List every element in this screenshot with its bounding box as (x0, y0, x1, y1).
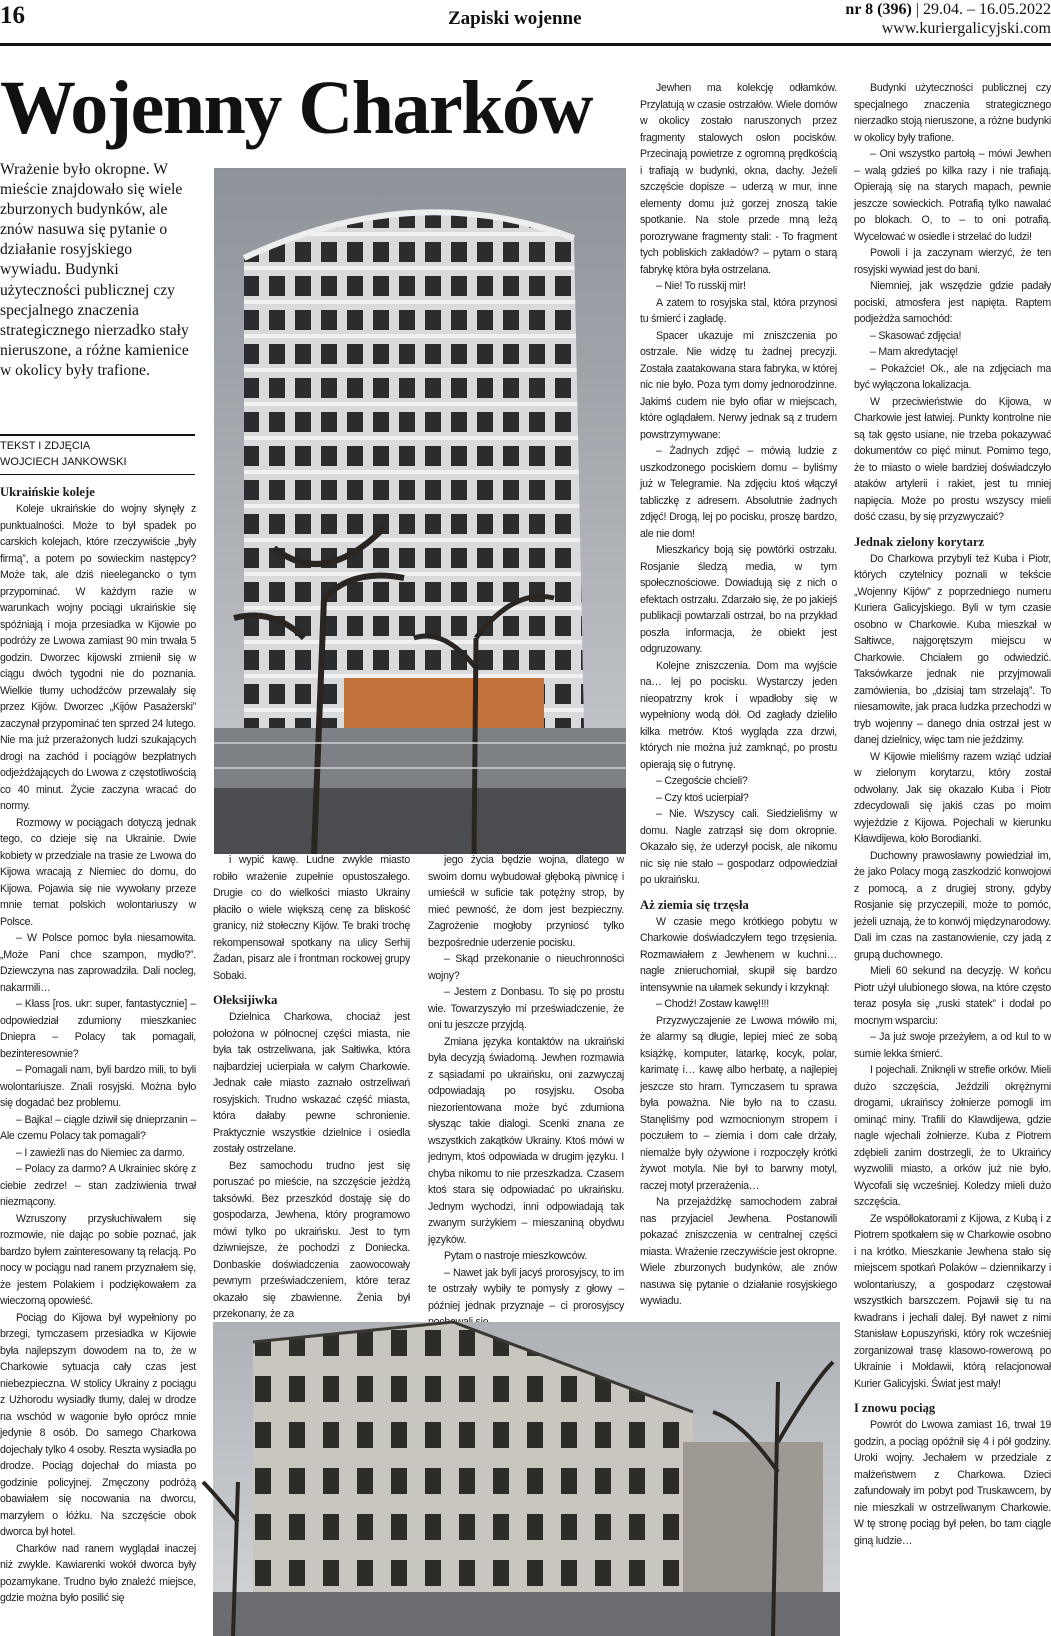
subheading: I znowu pociąg (854, 1401, 936, 1415)
article-paragraph: – Skasować zdjęcia! (870, 329, 962, 342)
byline (0, 438, 195, 470)
photo-damaged-building (213, 1322, 840, 1636)
article-paragraph: I pojechali. Zniknęli w strefie orków. Mieli dużo szczęścia, Jeździli okrężnymi drogami, ukraińscy żołnierze pomogli im ominąć miny. Trafili do Kławdijewa, gdzie nagle wjechali żołnierze. Kuba z Piotrem zdębieli zanim dostrzegli, że to Ukraińcy wyzwolili miasto, a orków już nie było. Wycofali się wcześniej. Koledzy mieli dużo szczęścia. (854, 1064, 1051, 1208)
article-paragraph: W czasie mego krótkiego pobytu w Charkowie doświadczyłem tego trzęsienia. Rozmawiałem z Jewhenem w kuchni… nagle znieruchomiał, skupił się bardzo intensywnie na ułamek sekundy i krzyknął: (640, 915, 837, 994)
article-paragraph: – Oni wszystko partołą – mówi Jewhen – walą gdzieś po kilka razy i nie trafiają. Opierają się na starych mapach, pewnie jeszcze sowieckich. Potrafią tylko nawalać po blokach. O, to – to oni potrafią. Wycelować w osiedle i strzelać do ludzi! (854, 148, 1051, 243)
subheading: Aż ziemia się trzęsła (640, 897, 749, 912)
header-rule (0, 43, 1051, 46)
article-lead: Wrażenie było okropne. W mieście znajdowało się wiele zburzonych budynków, ale znów nasuwa się pytanie o działanie rosyjskiego wywiadu. Budynki użyteczności publicznej czy specjalnego znaczenia strategicznego nierzadko stały nieruszone, a różne kamienice w okolicy były trafione. (0, 161, 189, 379)
article-paragraph: Pytam o nastroje mieszkowców. (444, 1250, 587, 1262)
article-paragraph: Budynki użyteczności publicznej czy specjalnego znaczenia strategicznego nierzadko stoją nieruszone, a różne budynki w okolicy były trafione. (854, 82, 1051, 144)
section-title: Zapiski wojenne (448, 8, 582, 29)
article-paragraph: Jewhen ma kolekcję odłamków. Przylatują w czasie ostrzałów. Wiele domów w okolicy zostało naruszonych przez fragmenty stalowych osłon pocisków. Przecinają powietrze z ogromną prędkością i trafiają w budynki, okna, dachy. Jeżeli szczęście dopisze – uderzą w mur, inne elementy domu już gorzej znoszą takie spotkanie. Na stole przede mną leżą porozrywane fragmenty stali: - To fragment tych pobliskich zakładów? – pytam o starą fabrykę która była ostrzelana. (640, 82, 837, 276)
issue-number: nr 8 (396) (845, 1, 912, 18)
article-paragraph: Na przejażdżkę samochodem zabrał nas przyjaciel Jewhena. Postanowili pokazać zniszczenia w centralnej części miasta. Wrażenie rzeczywiście jest okropne. Wiele zburzonych budynków, ale znów nasuwa się pytanie o działanie rosyjskiego wywiadu. (640, 1196, 837, 1307)
article-paragraph: – Mam akredytację! (870, 346, 958, 358)
article-paragraph: – Skąd przekonanie o nieuchronności wojny? (428, 953, 624, 982)
article-paragraph: Wzruszony przysłuchiwałem się rozmowie, nie dając po sobie poznać, jak bardzo byłem zainteresowany tą relacją. Po nocy w pociągu nad ranem przyznałem się, że jestem Polakiem i podziękowałem za wieczorną opowieść. (0, 1212, 196, 1307)
article-paragraph: – Nie. Wszyscy cali. Siedzieliśmy w domu. Nagle zatrząsł się dom okropnie. Okazało się, że uderzył pocisk, ale nikomu nic się nie stało – gospodarz odpowiedział po ukraińsku. (640, 808, 837, 886)
photo-damaged-highrise (214, 168, 626, 854)
issue-info (845, 0, 1051, 38)
article-paragraph: – Czegoście chcieli? (656, 775, 748, 787)
article-paragraph: Rozmowy w pociągach dotyczą jednak tego, co dzieje się na Ukrainie. Dwie kobiety w przedziale na trasie ze Lwowa do Kijowa wracają z Niemiec do domu, do Kijowa. Pojawia się nie wywołany przeze mnie temat polskich wolontariuszy w Polsce. (0, 816, 196, 928)
article-paragraph: Spacer ukazuje mi zniszczenia po ostrzale. Nie widzę tu żadnej precyzji. Została zaatakowana stara fabryka, w której nic nie było. Poza tym domy jednorodzinne. Jakimś cudem nie było ofiar w miejscach, które oglądałem. Nerwy jednak są z trudem powstrzymywane: (640, 329, 837, 441)
article-paragraph: Kolejne zniszczenia. Dom ma wyjście na… lej po pocisku. Wystarczy jeden nieopatrzny krok i wpadłoby się w wypełniony wodą dół. Od zagłady dzieliło kilka metrów. Ktoś wygląda zza drzwi, których nie można już zamknąć, po prostu opierają się o futrynę. (640, 659, 837, 771)
byline-label: TEKST I ZDJĘCIA (0, 440, 91, 452)
article-paragraph: Zmiana języka kontaktów na ukraiński była decyzją świadomą. Jewhen rozmawia z sąsiadami po ukraińsku, oni zazwyczaj odpowiadają po rosyjsku. Osoba niezorientowana może być zdumiona słysząc takie dialogi. Scenki znana ze wszystkich zakątków Ukrainy. Ktoś mówi w jednym, ktoś odpowiada w drugim języku. I chyba nikomu to nie przeszkadza. Czasem ktoś stara się odpowiadać po ukraińsku. Jednym wychodzi, inni odpowiadają tak zwanym surżykiem – mieszaniną obydwu języków. (428, 1035, 624, 1246)
article-paragraph: – Nie! To russkij mir! (656, 280, 746, 292)
article-paragraph: Charków nad ranem wyglądał inaczej niż zwykle. Kawiarenki wokół dworca były pozamykane. Trudno było znaleźć miejsce, gdzie można było posilić się (0, 1542, 196, 1604)
article-column-3 (428, 852, 624, 1320)
article-paragraph: Ze współlokatorami z Kijowa, z Kubą i z Piotrem spotkałem się w Charkowie osobno i na krótko. Mieszkanie Jewhena stało się miejscem spotkań Polaków – dziennikarzy i wolontariuszy, a gospodarz częstował wszystkich barszczem. Pojawił się tu na kwadrans i jechali dalej. Był nawet z nimi Stanisław Łopuszyński, który rok wcześniej zorganizował trasę klasowo-rowerową po Ukrainie i Mołdawii, którą relacjonował Kurier Galicyjski. Świat jest mały! (854, 1212, 1051, 1390)
article-paragraph: – Bajka! – ciągle dziwił się dnieprzanin – Ale czemu Polacy tak pomagali? (0, 1113, 196, 1142)
article-paragraph: – Jestem z Donbasu. To się po prostu wie. Towarzyszyło mi przeświadczenie, że oni tu jeszcze przyjdą. (428, 986, 624, 1031)
article-paragraph: i wypić kawę. Ludne zwykle miasto robiło wrażenie zupełnie opustoszałego. Drugie co do wielkości miasto Ukrainy płaciło o wiele większą cenę za bliskość granicy, niż stołeczny Kijów. Te braki trochę rekompensował spotkany na ulicy Serhij Żadan, pisarz ale i frontman rockowej grupy Sobaki. (213, 854, 410, 982)
article-paragraph: – Polacy za darmo? A Ukrainiec skórę z ciebie zedrze! – stan zadziwienia trwał niezmącony. (0, 1163, 196, 1208)
article-paragraph: Do Charkowa przybyli też Kuba i Piotr, których czytelnicy poznali w tekście „Wojenny Kijów” z poprzedniego numeru Kuriera Galicyjskiego. Byli w tym czasie osobno w Charkowie. Kuba mieszkał w Sałtiwce, najgorętszym miejscu w Charkowie. Chciałem go odwiedzić. Taksówkarze jednak nie przyjmowali zamówienia, bo „dzisiaj tam strzelają”. To niesamowite, jak praca ludzka przechodzi w tryb wojenny – danego dnia ostrzał jest w danej dzielnicy, więc tam nie jeździmy. (854, 552, 1051, 746)
byline-divider (0, 474, 195, 475)
page-number: 16 (0, 2, 25, 29)
website-link[interactable]: www.kuriergalicyjski.com (881, 20, 1051, 37)
article-paragraph: Duchowny prawosławny powiedział im, że jako Polacy mogą zaszkodzić konwojowi z pomocą, a z drugiej strony, gdyby Rosjanie się przyczepili, może to pomóc, jeżeli uznają, że to konwój międzynarodowy. Dali im czas na zastanowienie, czy jadą z grupą duchownego. (854, 849, 1051, 961)
article-paragraph: Mieli 60 sekund na decyzję. W końcu Piotr użył ulubionego słowa, na które często teraz posyła się „ruski statek” i dodał po mocnym wsparciu: (854, 965, 1051, 1027)
article-paragraph: – Nawet jak byli jacyś prorosyjscy, to im te ostrzały wybiły te pomysły z głowy – później jednak przyznaje – ci prorosyjscy (428, 1266, 624, 1312)
article-paragraph: – Pokażcie! Ok., ale na zdjęciach ma być wyłączona lokalizacja. (854, 362, 1051, 391)
article-paragraph: Powoli i ja zaczynam wierzyć, że ten rosyjski wywiad jest do bani. (854, 247, 1051, 276)
article-paragraph: Dzielnica Charkowa, chociaż jest położona w północnej części miasta, nie była tak ostrzeliwana, jak Sałtiwka, która najbardziej ucierpiała w całym Charkowie. Jednak całe miasto zaznało ostrzeliwań rosyjskich. Trudno wskazać część miasta, która dałaby pewne schronienie. Praktycznie wszystkie dzielnice i osiedla zostały ostrzelane. (213, 1011, 410, 1155)
article-paragraph: W przeciwieństwie do Kijowa, w Charkowie jest łatwiej. Punkty kontrolne nie są tak gęsto usiane, nie trzeba pokazywać dokumentów co pięć minut. Pomimo tego, że to miasto o wiele bardziej doświadczyło ataków artylerii i rakiet, jest tu mniej napięcia. Może po prostu wszyscy mieli dość czasu, by się przyzwyczaić? (854, 395, 1051, 523)
article-paragraph: Przyzwyczajenie ze Lwowa mówiło mi, że alarmy są długie, lepiej mieć ze sobą książkę, komputer, latarkę, kocyk, polar, karimatę i… kawę albo herbatę, a najlepiej jeszcze sto hram. Tymczasem tu sprawa była poważna. Nie było na to czasu. Stanęliśmy pod wzmocnionym stropem i poczułem to – ziemia i dom całe drżały, niemalże były ożywione i rozpoczęły krótki żywot motyla. Nie był to barwny motyl, raczej motyl przerażenia… (640, 1014, 837, 1192)
article-paragraph: – Kłass [ros. ukr: super, fantastycznie] – odpowiedział zdumiony mieszkaniec Dniepra – Polacy tak pomagali, bezinteresownie? (0, 998, 196, 1060)
subheading: Ołeksijiwka (213, 993, 278, 1007)
article-headline: Wojenny Charków (0, 66, 592, 150)
lead-divider (0, 434, 195, 436)
article-paragraph: A zatem to rosyjska stal, która przynosi tu śmierć i zagładę. (640, 296, 837, 325)
article-paragraph: – Pomagali nam, byli bardzo mili, to byli wolontariusze. Znali rosyjski. Można było się dogadać bez problemu. (0, 1064, 196, 1109)
byline-author: WOJCIECH JANKOWSKI (0, 456, 127, 468)
article-paragraph: – I zawieźli nas do Niemiec za darmo. (16, 1146, 185, 1159)
article-paragraph: – W Polsce pomoc była niesamowita. „Może Pani chce szampon, mydło?”. Dziewczyna nas zaprowadziła. Dali nocleg, nakarmili… (0, 932, 196, 994)
article-column-1 (0, 484, 196, 1636)
subheading: Ukraińskie koleje (0, 485, 95, 499)
article-column-2 (213, 852, 410, 1320)
article-paragraph: Koleje ukraińskie do wojny słynęły z punktualności. Może to był spadek po carskich kolejach, które rzeczywiście „były firmą”, a potem po sowieckim następcy? Może tak, ale dziś nieelegancko o tym przypominać. W każdym razie w warunkach wojny pociągi ukraińskie się spóźniają i moja przesiadka w Kijowie po podróży ze Lwowa zamiast 90 min trwała 5 godzin. Dworzec kijowski zmienił się w ciągu dwóch tygodni nie do poznania. Wielkie tłumy uchodźców przewalały się przez Kijów. Dworzec „Kijów Pasażerski” zaczynał przypominać ten sprzed 24 lutego. Nie ma już przerażonych ludzi szukających drogi na zachód i pociągów bezpłatnych odjeżdżających do Lwowa z częstotliwością co 40 minut. Życie zaczyna wracać do normy. (0, 503, 196, 812)
article-paragraph: – Czy ktoś ucierpiał? (656, 791, 749, 804)
article-paragraph: Mieszkańcy boją się powtórki ostrzału. Rosjanie śledzą media, w tym społecznościowe. Dowiadują się z nich o efektach ostrzału. Zdarzało się, że po jakiejś publikacji powtarzali ostrzał, bo na przykład poszła informacja, że obiekt jest odgruzowany. (640, 544, 837, 655)
article-paragraph: Powrót do Lwowa zamiast 16, trwał 19 godzin, a pociąg opóźnił się 4 i pół godziny. Uroki wojny. Jechałem w przedziale z małżeństwem z Charkowa. Dzieci zafundowały im pobyt pod Truskawcem, by nie mieszkali w ostrzeliwanym Charkowie. W tę stronę pociąg był pełen, bo tam ciągle giną ludzie… (854, 1419, 1051, 1547)
article-paragraph: – Chodź! Zostaw kawę!!!! (656, 998, 769, 1010)
article-paragraph: Niemniej, jak wszędzie gdzie padały pociski, atmosfera jest napięta. Raptem podjeżdża samochód: (854, 280, 1051, 325)
article-column-5 (854, 80, 1051, 1636)
article-paragraph: Pociąg do Kijowa był wypełniony po brzegi, tymczasem przesiadka w Kijowie była najlepszym dowodem na to, że w Charkowie sytuacja cały czas jest niebezpieczna. W stolicy Ukrainy z pociągu z Użhorodu wysiadły tłumy, dalej w drodze na wschód w wagonie było oprócz mnie jedynie 8 osób. Do samego Charkowa dojechały tylko 4 osoby. Reszta wysiadła po drodze. Pociąg dojechał do miasta po godzinie policyjnej. Zmęczony podróżą obawiałem się nocowania na dworcu, marzyłem o łóżku. Na szczęście obok dworca był hotel. (0, 1311, 196, 1538)
article-paragraph: Bez samochodu trudno jest się poruszać po mieście, na szczęście jeżdżą taksówki. Bez przeszkód dostaję się do gospodarza, Jewhena, który programowo mówi tylko po ukraińsku. Jest to tym dziwniejsze, że pochodzi z Doniecka. Donbaskie doświadczenia zaowocowały pewnym przeświadczeniem, które teraz okazało się zbawienne. Żenia był przekonany, że za (213, 1159, 410, 1320)
article-paragraph: – Ja już swoje przeżyłem, a od kul to w sumie lekka śmierć. (854, 1031, 1051, 1060)
article-paragraph: W Kijowie mieliśmy razem wziąć udział w zielonym korytarzu, który został odwołany. Jak się okazało Kuba i Piotr zdecydowali się jakiś czas po moim wyjeździe z Kijowa. Pojechali w kierunku Kławdijewa, koło Borodianki. (854, 750, 1051, 845)
article-column-4 (640, 80, 837, 1322)
article-paragraph: – Żadnych zdjęć – mówią ludzie z uszkodzonego pociskiem domu – byliśmy już w Telegramie. Na zdjęciu ktoś włączył tabliczkę z adresem. Absolutnie żadnych zdjęć! Drogą, lej po pocisku, proszę bardzo, ale nie dom! (640, 445, 837, 540)
issue-dates: | 29.04. – 16.05.2022 (911, 1, 1051, 18)
article-paragraph: jego życia będzie wojna, dlatego w swoim domu wybudował głęboką piwnicę i umieścił w suficie tak potężny strop, by mieć pewność, że dom jest bezpieczny. Zagrożenie mogłoby przyniosć tylko bezpośrednie uderzenie pocisku. (428, 854, 624, 949)
subheading: Jednak zielony korytarz (854, 534, 985, 549)
